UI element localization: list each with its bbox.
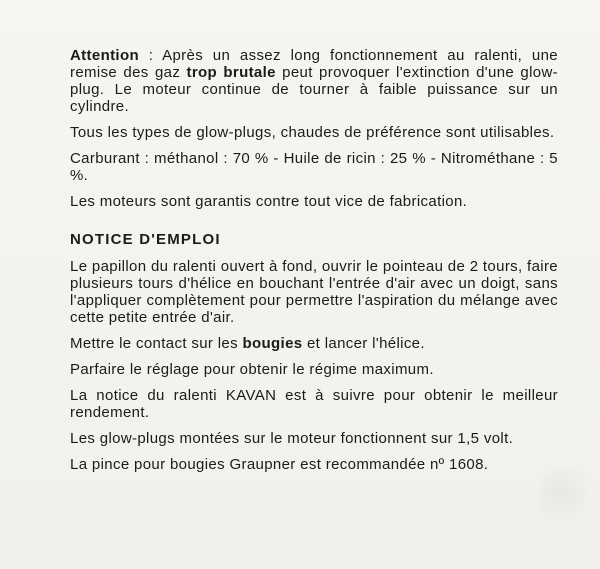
attention-text-1: Après un assez long fonctionnement au ralenti, une remise des gaz: [70, 47, 558, 81]
instruction-tuning: Parfaire le réglage pour obtenir le régime maximum.: [70, 361, 434, 378]
ignition-bougies: bougies: [242, 335, 303, 352]
guarantee-paragraph: Les moteurs sont garantis contre tout vice de fabrication.: [70, 193, 468, 210]
instruction-ignition: [70, 335, 558, 352]
fuel-paragraph: Carburant : méthanol : 70 % - Huile de ricin : 25 % - Nitrométhane : 5 %.: [70, 150, 558, 184]
document-body: [70, 47, 558, 482]
attention-paragraph: [70, 47, 558, 115]
glowplugs-paragraph: Tous les types de glow-plugs, chaudes de préférence sont utilisables.: [70, 124, 555, 141]
section-heading: NOTICE D'EMPLOI: [70, 231, 221, 248]
ignition-text-2: et lancer l'hélice.: [302, 335, 425, 352]
attention-colon: :: [138, 47, 163, 64]
instruction-start: Le papillon du ralenti ouvert à fond, ouvrir le pointeau de 2 tours, faire plusieurs tours d'hélice en bouchant l'entrée d'air avec un doigt, sans l'appliquer complètement pour permettre l'aspiration du mélange avec cette petite entrée d'air.: [70, 258, 558, 326]
attention-emphasis: trop brutale: [186, 64, 276, 81]
attention-text-2: peut provoquer l'extinction d'une glow-plug. Le moteur continue de tourner à faible puissance sur un cylindre.: [70, 64, 558, 115]
instruction-pince: La pince pour bougies Graupner est recommandée nº 1608.: [70, 456, 489, 473]
instruction-voltage: Les glow-plugs montées sur le moteur fonctionnent sur 1,5 volt.: [70, 430, 514, 447]
ignition-text-1: Mettre le contact sur les: [70, 335, 243, 352]
instruction-kavan: La notice du ralenti KAVAN est à suivre pour obtenir le meilleur rendement.: [70, 387, 558, 421]
attention-label: Attention: [70, 47, 139, 64]
